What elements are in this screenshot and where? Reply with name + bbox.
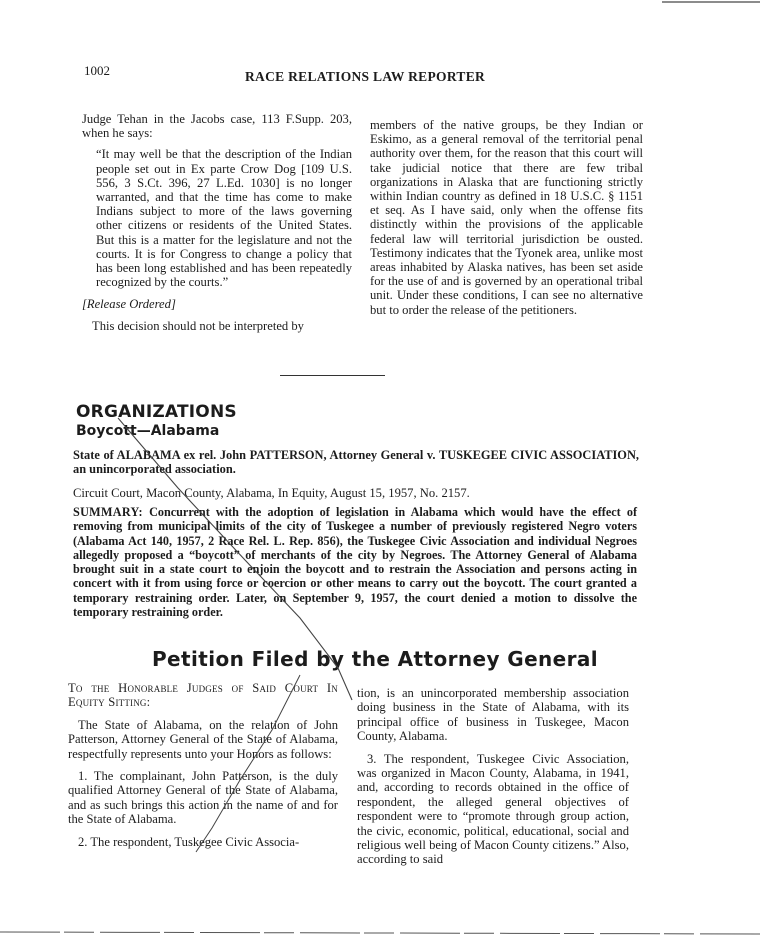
petition-address: To the Honorable Judges of Said Court In Equity Sitting:: [68, 681, 338, 710]
summary-label: SUMMARY:: [73, 505, 143, 519]
petition-paragraph-2-start: 2. The respondent, Tuskegee Civic Associa-: [78, 834, 300, 849]
page-number: 1002: [84, 63, 110, 78]
petition-paragraph-2-cont: tion, is an unincorporated membership association doing business in the State of Alabama, with its principal office of business in Tuskegee, Macon County, Alabama.: [357, 686, 629, 744]
case-caption: State of ALABAMA ex rel. John PATTERSON, Attorney General v. TUSKEGEE CIVIC ASSOCIATION, an unincorporated association.: [73, 448, 639, 476]
prior-case-right-column: [370, 118, 643, 317]
petition-right-column: [357, 686, 629, 867]
petition-intro: The State of Alabama, on the relation of John Patterson, Attorney General of the State of Alabama, respectfully represents unto your Honors as follows:: [68, 717, 338, 761]
bottom-edge-artifact: [0, 932, 763, 934]
prior-case-quote: “It may well be that the description of the Indian people set out in Ex parte Crow Dog [109 U.S. 556, 3 S.Ct. 396, 27 L.Ed. 1030] is no longer warranted, and that the time has come to make Indians subject to more of the laws governing other citizens or residents of the United States. But this is a matter for the legislature and not the courts. It is for Congress to change a policy that has been long established and has been repeatedly recognized by the courts.”: [96, 147, 352, 290]
court-line: Circuit Court, Macon County, Alabama, In Equity, August 15, 1957, No. 2157.: [73, 486, 470, 500]
petition-paragraph-3: 3. The respondent, Tuskegee Civic Association, was organized in Macon County, Alabama, in 1941, and, according to records obtained in the office of respondent, the alleged general objectives of respondent were to “promote through group action, the civic, economic, political, educational, social and religious well being of Macon County citizens.” Also, according to said: [357, 751, 629, 867]
prior-case-left-column: [82, 112, 352, 333]
prior-case-intro: Judge Tehan in the Jacobs case, 113 F.Supp. 203, when he says:: [82, 112, 352, 141]
petition-heading: Petition Filed by the Attorney General: [152, 647, 599, 671]
summary-text: Concurrent with the adoption of legislation in Alabama which would have the effect of removing from municipal limits of the city of Tuskegee a number of previously registered Negro voters (Alabama Act 140, 1957, 2 Race Rel. L. Rep. 856), the Tuskegee Civic Association and individual Negroes allegedly proposed a “boycott” of merchants of the city by Negroes. The Attorney General of Alabama brought suit in a state court to enjoin the boycott and to restrain the Association and persons acting in concert with it from using force or coercion or other means to carry out the boycott. The court granted a temporary restraining order. Later, on September 9, 1957, the court denied a motion to dissolve the temporary restraining order.: [73, 505, 638, 620]
section-divider: [280, 375, 385, 376]
section-subheading: Boycott—Alabama: [76, 423, 220, 439]
case-summary: [73, 505, 637, 619]
prior-case-right-text: members of the native groups, be they Indian or Eskimo, as a general removal of the territorial penal authority over them, for the reason that this court will take judicial notice that there are few tribal organizations in Alaska that are functioning strictly within Indian country as defined in 18 U.S.C. § 1151 et seq. As I have said, only when the offense fits distinctly within the provisions of the applicable federal law will territorial jurisdiction be ousted. Testimony indicates that the Tyonek area, unlike most areas inhabited by Alaska natives, has been set aside for the use of and is governed by an operational tribal unit. Under these conditions, I can see no alternative but to order the release of the petitioners.: [370, 118, 643, 317]
petition-left-column: [68, 681, 338, 857]
prior-case-closing-start: This decision should not be interpreted by: [92, 318, 304, 333]
running-title: RACE RELATIONS LAW REPORTER: [245, 69, 486, 84]
release-ordered: [Release Ordered]: [82, 297, 176, 312]
section-heading: ORGANIZATIONS: [76, 402, 237, 422]
petition-paragraph-1: 1. The complainant, John Patterson, is the duly qualified Attorney General of the State of Alabama, and as such brings this action in the name of and for the State of Alabama.: [68, 769, 338, 827]
